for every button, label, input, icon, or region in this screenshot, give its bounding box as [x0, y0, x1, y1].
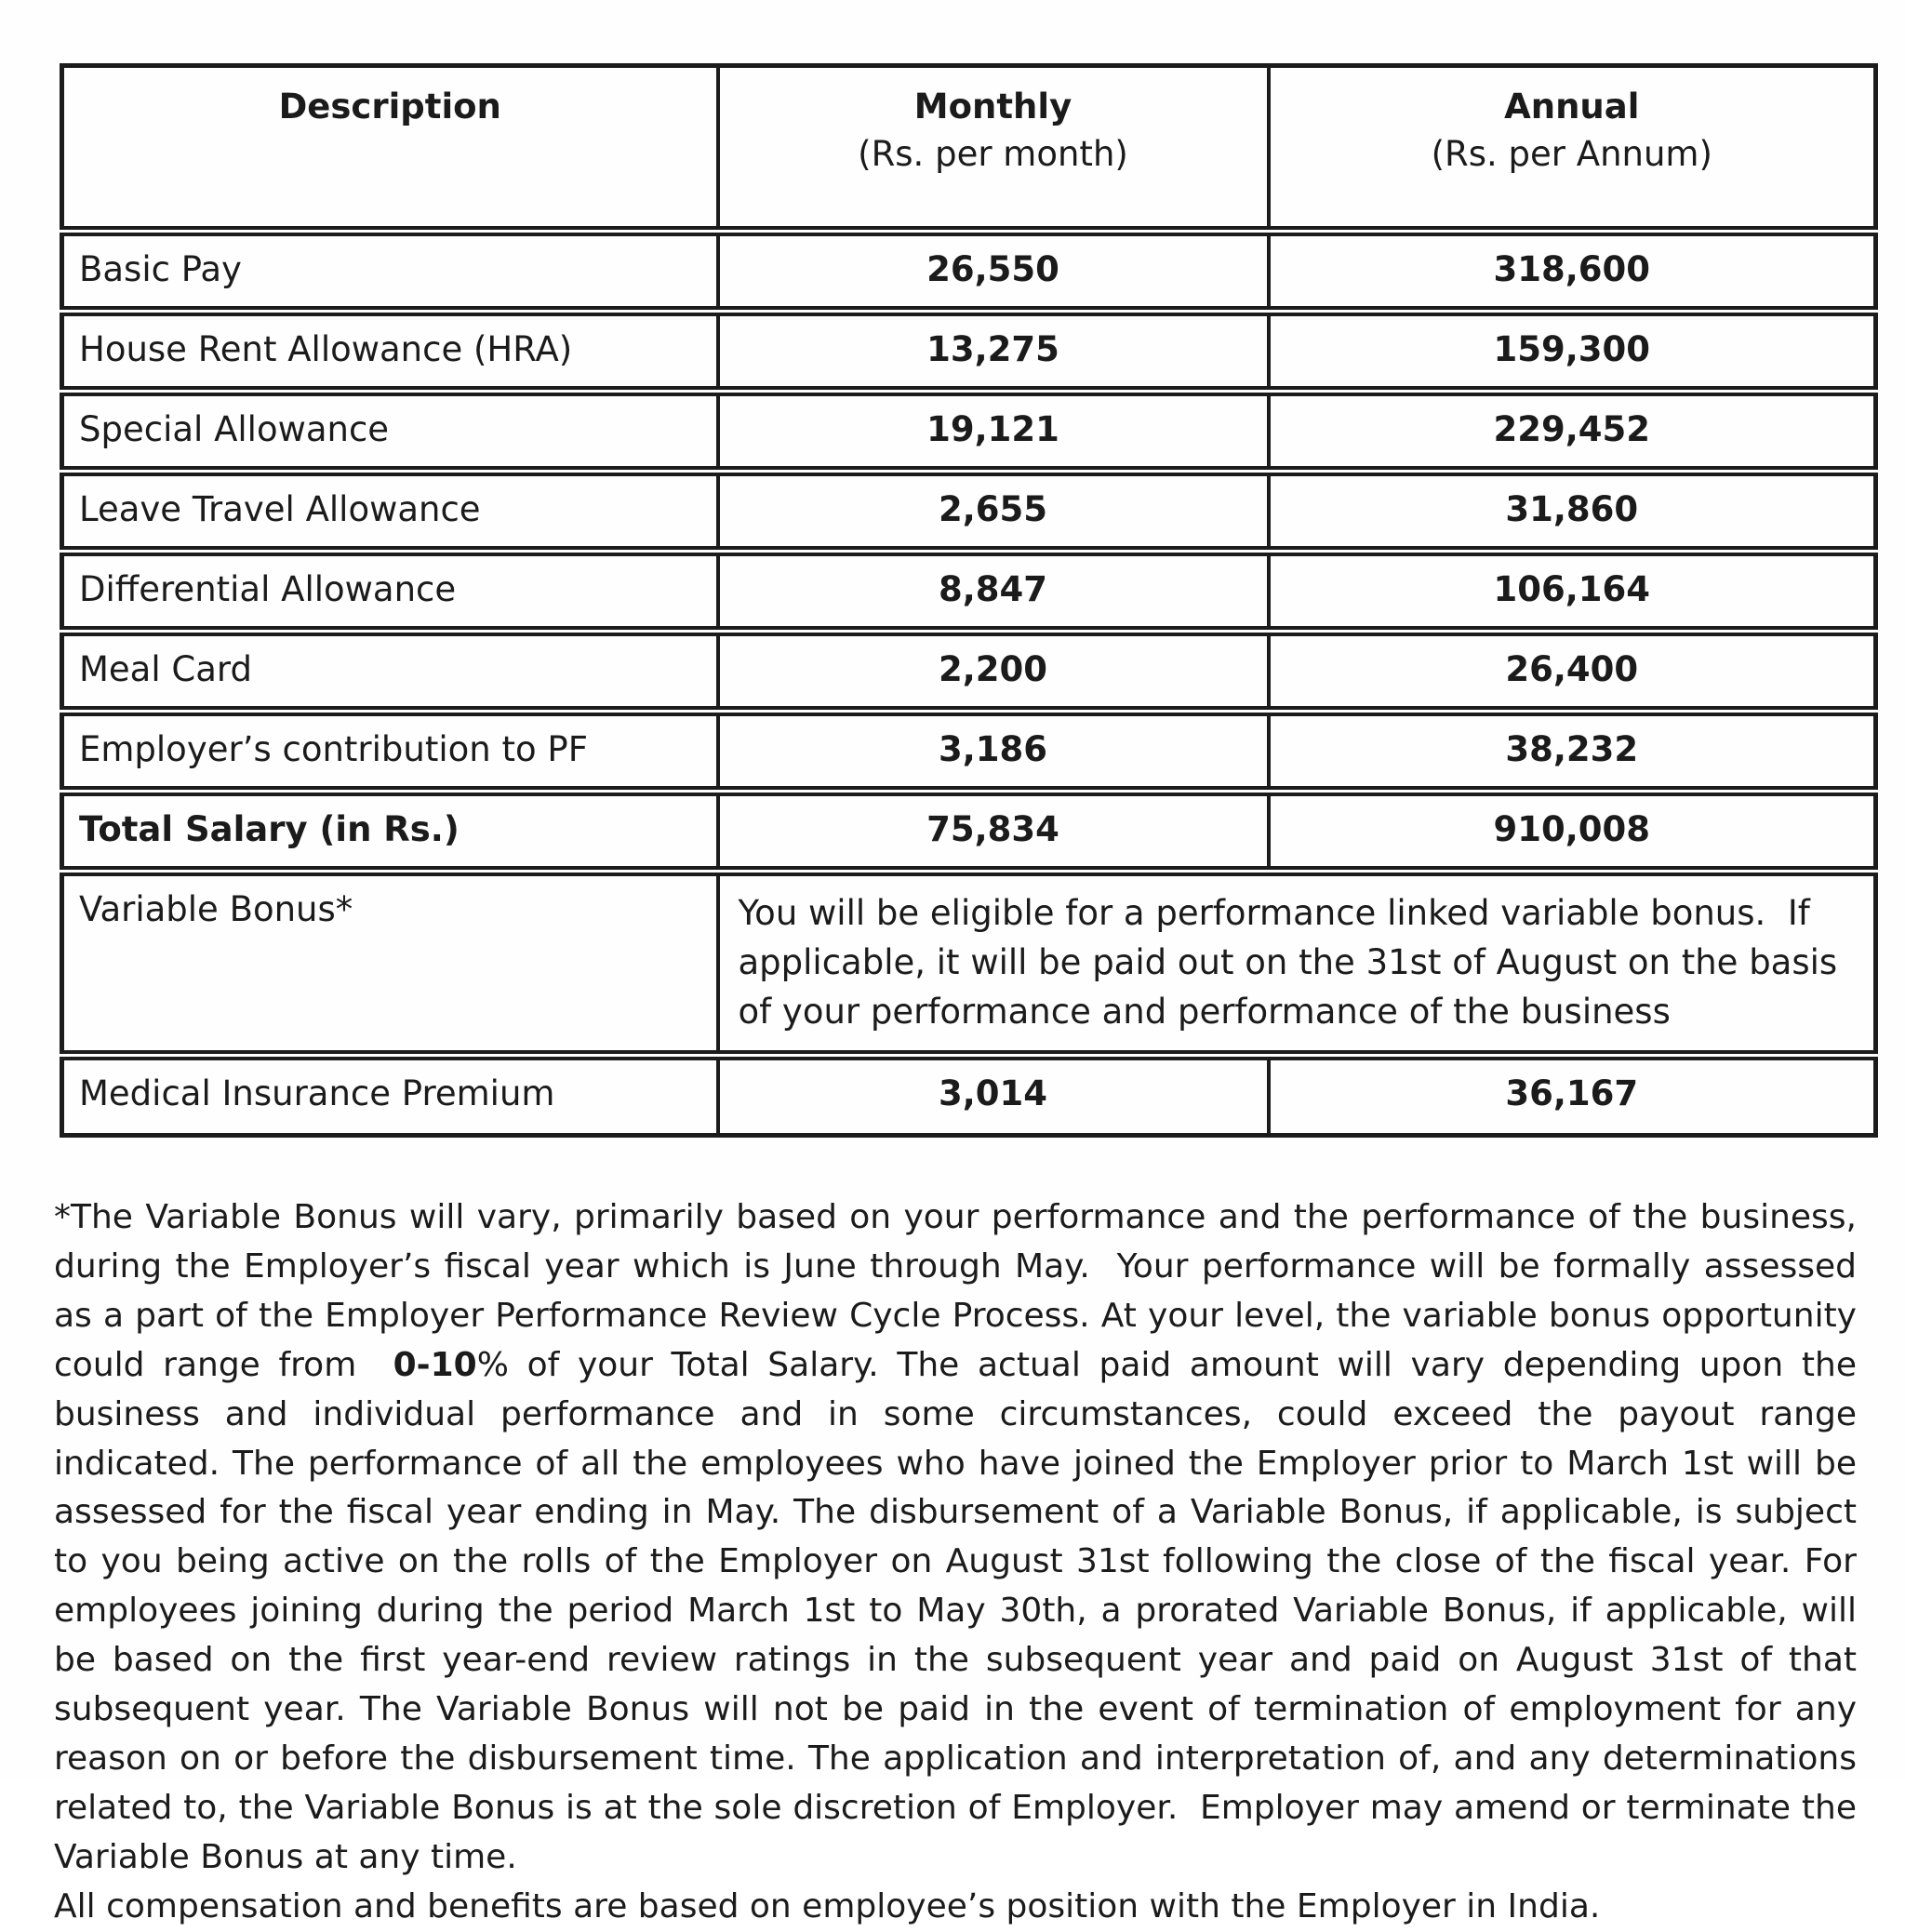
- row-label: Variable Bonus*: [62, 872, 718, 1056]
- salary-breakdown-table: [60, 63, 1878, 1138]
- row-label: Medical Insurance Premium: [62, 1056, 718, 1136]
- annual-value: 910,008: [1269, 792, 1876, 872]
- row-label: Basic Pay: [62, 232, 718, 312]
- row-label: Differential Allowance: [62, 552, 718, 632]
- annual-value: 36,167: [1269, 1056, 1876, 1136]
- column-title: Description: [278, 87, 501, 127]
- annual-value: 38,232: [1269, 712, 1876, 792]
- column-subtitle: (Rs. per Annum): [1431, 134, 1712, 175]
- column-header-monthly: [718, 66, 1269, 232]
- monthly-value: 3,014: [718, 1056, 1269, 1136]
- table-row-total-salary: [62, 792, 1876, 872]
- table-row-meal-card: [62, 632, 1876, 712]
- row-label: Special Allowance: [62, 392, 718, 472]
- annual-value: 26,400: [1269, 632, 1876, 712]
- monthly-value: 2,655: [718, 472, 1269, 552]
- row-label: Meal Card: [62, 632, 718, 712]
- table-row-leave-travel-allowance: [62, 472, 1876, 552]
- annual-value: 106,164: [1269, 552, 1876, 632]
- monthly-value: 3,186: [718, 712, 1269, 792]
- column-title: Annual: [1504, 87, 1640, 127]
- row-label: Employer’s contribution to PF: [62, 712, 718, 792]
- column-subtitle: (Rs. per month): [858, 134, 1128, 175]
- annual-value: 229,452: [1269, 392, 1876, 472]
- annual-value: 159,300: [1269, 312, 1876, 392]
- table-row-variable-bonus: [62, 872, 1876, 1056]
- monthly-value: 75,834: [718, 792, 1269, 872]
- footnote-bold-range: 0-10: [393, 1345, 477, 1384]
- footnote-text-part2: % of your Total Salary. The actual paid amount will vary depending upon the business and individual performance and in some circumstances, could exceed the payout range indicated. The performance of all the employees who have joined the Employer prior to March 1st will be assessed for the fiscal year ending in May. The disbursement of a Variable Bonus, if applicable, is subject to you being active on the rolls of the Employer on August 31st following the close of the fiscal year. For employees joining during the period March 1st to May 30th, a prorated Variable Bonus, if applicable, will be based on the first year-end review ratings in the subsequent year and paid on August 31st of that subsequent year. The Variable Bonus will not be paid in the event of termination of employment for any reason on or before the disbursement time. The application and interpretation of, and any determinations related to, the Variable Bonus is at the sole discretion of Employer. Employer may amend or terminate the Variable Bonus at any time.: [54, 1345, 1868, 1876]
- table-row-pf-contribution: [62, 712, 1876, 792]
- row-label: House Rent Allowance (HRA): [62, 312, 718, 392]
- table-row-medical-insurance: [62, 1056, 1876, 1136]
- variable-bonus-description: You will be eligible for a performance linked variable bonus. If applicable, it will be paid out on the 31st of August on the basis of your performance and performance of the business: [718, 872, 1876, 1056]
- compensation-basis-note: All compensation and benefits are based on employee’s position with the Employer in India.: [54, 1886, 1601, 1925]
- row-label: Total Salary (in Rs.): [62, 792, 718, 872]
- table-row-hra: [62, 312, 1876, 392]
- table-row-differential-allowance: [62, 552, 1876, 632]
- variable-bonus-footnote: [54, 1193, 1868, 1883]
- annual-value: 318,600: [1269, 232, 1876, 312]
- column-title: Monthly: [913, 87, 1072, 127]
- annual-value: 31,860: [1269, 472, 1876, 552]
- monthly-value: 26,550: [718, 232, 1269, 312]
- monthly-value: 13,275: [718, 312, 1269, 392]
- monthly-value: 8,847: [718, 552, 1269, 632]
- table-header-row: [62, 66, 1876, 232]
- table-row-basic-pay: [62, 232, 1876, 312]
- table-row-special-allowance: [62, 392, 1876, 472]
- row-label: Leave Travel Allowance: [62, 472, 718, 552]
- column-header-annual: [1269, 66, 1876, 232]
- footnote-text-part1: *The Variable Bonus will vary, primarily based on your performance and the performance of the business, during the Employer’s fiscal year which is June through May. Your performance will be formally assessed as a part of the Employer Performance Review Cycle Process. At your level, the variable bonus opportunity could range from: [54, 1198, 1868, 1384]
- monthly-value: 19,121: [718, 392, 1269, 472]
- monthly-value: 2,200: [718, 632, 1269, 712]
- column-header-description: [62, 66, 718, 232]
